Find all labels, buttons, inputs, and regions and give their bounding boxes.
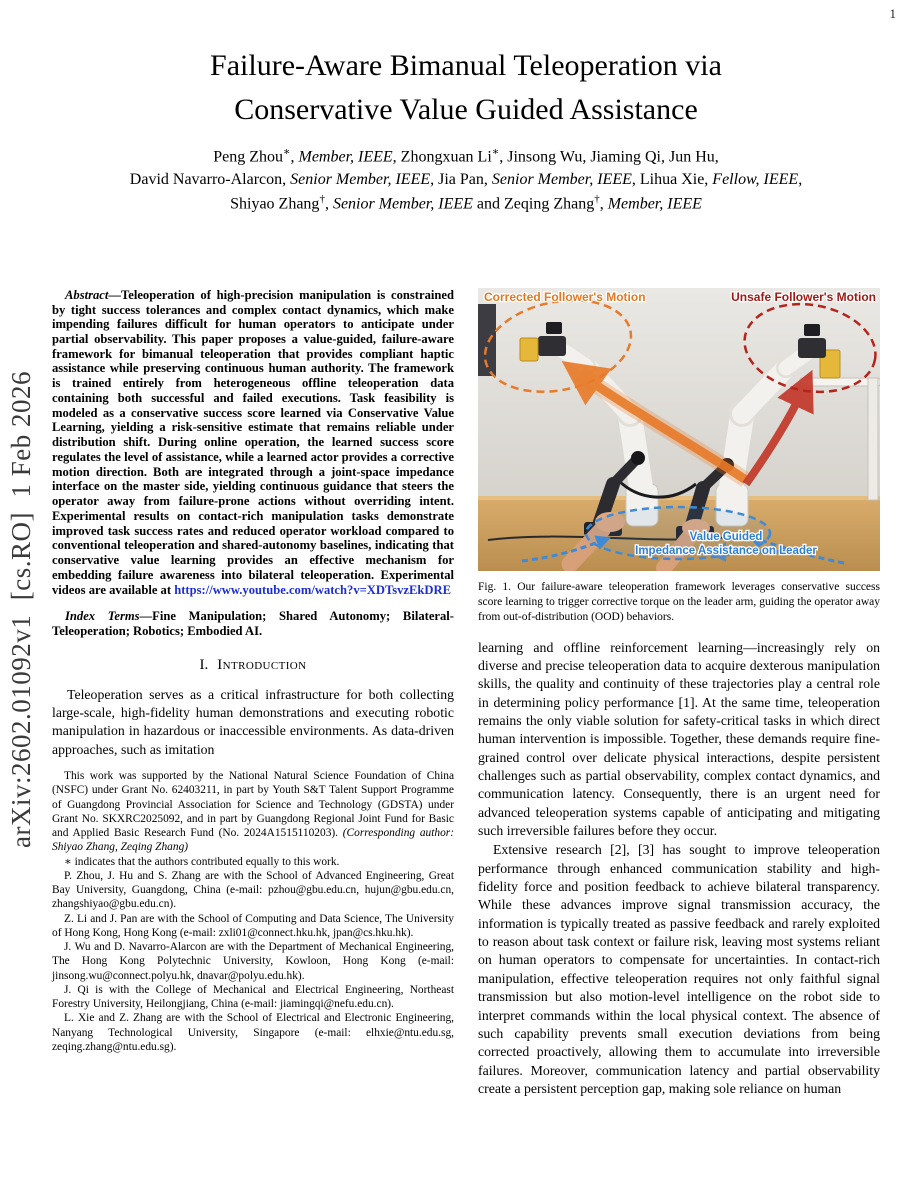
related-work-paragraph: Extensive research [2], [3] has sought to improve teleoperation performance through enhanced communication stability and high-fidelity force and position feedback to achieve bilateral transparency. While these advances improve signal transmission accuracy, the information is typically treated as passive feedback and rarely exploited to reason about task context or failure risk, leaving most systems reliant on human operators to compensate for uncertainties. In contact-rich manipulation, effective teleoperation requires not only faithful signal transmission but also motion-level intelligence on the robot side to interpret commands within the local physical context. The absence of such capability prevents small execution deviations from being corrected proactively, allowing them to accumulate into irreversible failures. Moreover, communication latency and partial observability create a persistent perception gap, making sole reliance on human [478, 842, 880, 1096]
right-gripper [798, 338, 826, 358]
left-column [52, 288, 454, 1098]
paper-title [52, 44, 880, 131]
footnote-block [52, 769, 454, 1054]
abstract-paragraph: Abstract—Teleoperation of high-precision manipulation is constrained by tight success tolerances and complex contact dynamics, which make impending failures difficult for human operators to anticipate under partial observability. This paper proposes a value-guided, failure-aware framework for bimanual teleoperation that provides compliant haptic assistance while preserving continuous human authority. The framework is trained entirely from heterogeneous offline teleoperation data containing both successful and failed executions. Task feasibility is modeled as a conservative success score learned via Conservative Value Learning, yielding a risk-sensitive estimate that remains reliable under distribution shift. During online operation, the learned success score regulates the level of assistance, while a learned actor provides a corrective motion direction. Both are integrated through a joint-space impedance interface on the master side, yielding continuous guidance that steers the operator away from failure-prone actions without overriding intent. Experimental results on contact-rich manipulation tasks demonstrate improved task success rates and reduced operator workload compared to conventional teleoperation and shared-autonomy baselines, indicating that conservative value learning provides an effective mechanism for embedding failure awareness into bilateral teleoperation. Experimental videos are available at https://www.youtube.com/watch?v=XDTsvzEkDRE [52, 287, 454, 597]
footnote-affiliation-gbu: P. Zhou, J. Hu and S. Zhang are with the School of Advanced Engineering, Great Bay University, Guangdong, China (e-mail: pzhou@gbu.edu.cn, hujun@gbu.edu.cn, zhangshiyao@gbu.edu.cn). [52, 869, 454, 911]
corrected-motion-label: Corrected Follower's Motion [484, 289, 646, 304]
footnote-affiliation-hku: Z. Li and J. Pan are with the School of Computing and Data Science, The University of Hong Kong, Hong Kong (e-mail: zxli01@connect.hku.hk, jpan@cs.hku.hk). [52, 912, 454, 939]
footnote-affiliation-nefu: J. Qi is with the College of Mechanical and Electrical Engineering, Northeast Forestry University, Heilongjiang, China (e-mail: jiamingqi@nefu.edu.cn). [52, 983, 454, 1011]
assist-label-line2: Impedance Assistance on Leader [635, 544, 817, 557]
author-line-1: Peng Zhou∗, Member, IEEE, Zhongxuan Li∗, Jinsong Wu, Jiaming Qi, Jun Hu, [213, 146, 719, 166]
section-title: Introduction [217, 656, 307, 673]
introduction-paragraph: Teleoperation serves as a critical infrastructure for both collecting large-scale, high-fidelity human demonstrations and executing robotic manipulation in hazardous or inaccessible environments. As data-driven approaches, such as imitation [52, 686, 454, 757]
title-line-1: Failure-Aware Bimanual Teleoperation via [210, 49, 722, 82]
table-edge [478, 496, 880, 500]
figure-1-image [478, 288, 880, 571]
right-column [478, 288, 880, 1098]
author-mark: † [319, 192, 325, 205]
intro-continuation-paragraph: learning and offline reinforcement learning—increasingly rely on diverse and precise teleoperation data to acquire dexterous manipulation skills, the quality and continuity of these trajectories play a central role in determining policy performance [1]. At the same time, teleoperation remains the only viable solution for safety-critical tasks in which direct human intervention is impossible. Together, these demands require fine-grained control over delicate physical interactions, despite persistent challenges such as partial observability, complex contact dynamics, and communication latency. Consequently, there is an urgent need for advanced teleoperation systems capable of anticipating and mitigating such irreversible failures before they occur. [478, 639, 880, 839]
page-number: 1 [889, 6, 896, 21]
right-gripper-camera [804, 324, 820, 336]
section-heading-introduction [52, 657, 454, 674]
assist-label-line1: Value Guided [689, 530, 763, 543]
figure-1 [478, 288, 880, 625]
author-line-3: Shiyao Zhang†, Senior Member, IEEE and Zeqing Zhang†, Member, IEEE [230, 192, 702, 213]
section-number: I. [199, 656, 209, 673]
title-line-2: Conservative Value Guided Assistance [234, 92, 698, 126]
footnote-equal-contribution: ∗ indicates that the authors contributed equally to this work. [64, 855, 340, 868]
footnote-affiliation-ntu: L. Xie and Z. Zhang are with the School of Electrical and Electronic Engineering, Nanyang Technological University, Singapore (e-mail: elhxie@ntu.edu.sg, zeqing.zhang@ntu.edu.sg). [52, 1012, 454, 1053]
yellow-cup-left [520, 338, 538, 361]
author-list [52, 145, 880, 216]
arxiv-watermark: arXiv:2602.01092v1 [cs.RO] 1 Feb 2026 [6, 371, 36, 848]
left-gripper-camera [546, 322, 562, 334]
index-terms: Index Terms—Fine Manipulation; Shared Autonomy; Bilateral-Teleoperation; Robotics; Embodied AI. [52, 609, 454, 638]
footnote-funding: This work was supported by the National Natural Science Foundation of China (NSFC) under Grant No. 62403211, in part by Youth S&T Talent Support Programme of Guangdong Provincial Association for Science and Technology (GDSTA) under Grant No. SKXRC2025092, and in part by Guangdong Regional Joint Fund for Basic and Applied Basic Research Fund (No. 2024A1515110203). (Corresponding author: Shiyao Zhang, Zeqing Zhang) [52, 770, 454, 854]
author-mark: † [594, 192, 600, 205]
two-column-body [52, 288, 880, 1098]
experimental-video-link[interactable]: https://www.youtube.com/watch?v=XDTsvzEkDRE [174, 582, 452, 597]
author-mark: ∗ [283, 146, 291, 158]
lab-wall [478, 288, 880, 520]
paper-content [52, 0, 880, 1098]
shelf-support [868, 378, 878, 500]
author-line-2: David Navarro-Alarcon, Senior Member, IEEE, Jia Pan, Senior Member, IEEE, Lihua Xie, Fellow, IEEE, [129, 171, 803, 189]
teleoperation-photo-illustration [478, 288, 880, 571]
left-leader-handle [631, 451, 645, 465]
left-gripper [538, 336, 566, 356]
unsafe-motion-label: Unsafe Follower's Motion [731, 289, 876, 304]
footnote-affiliation-polyu: J. Wu and D. Navarro-Alarcon are with the Department of Mechanical Engineering, The Hong Kong Polytechnic University, Kowloon, Hong Kong (e-mail: jinsong.wu@connect.polyu.hk, dnavar@polyu.edu.hk). [52, 941, 454, 982]
figure-1-caption: Fig. 1. Our failure-aware teleoperation framework leverages conservative success score learning to trigger corrective torque on the leader arm, guiding the operator away from out-of-distribution (OOD) behaviors. [478, 580, 880, 623]
author-mark: ∗ [491, 146, 500, 158]
